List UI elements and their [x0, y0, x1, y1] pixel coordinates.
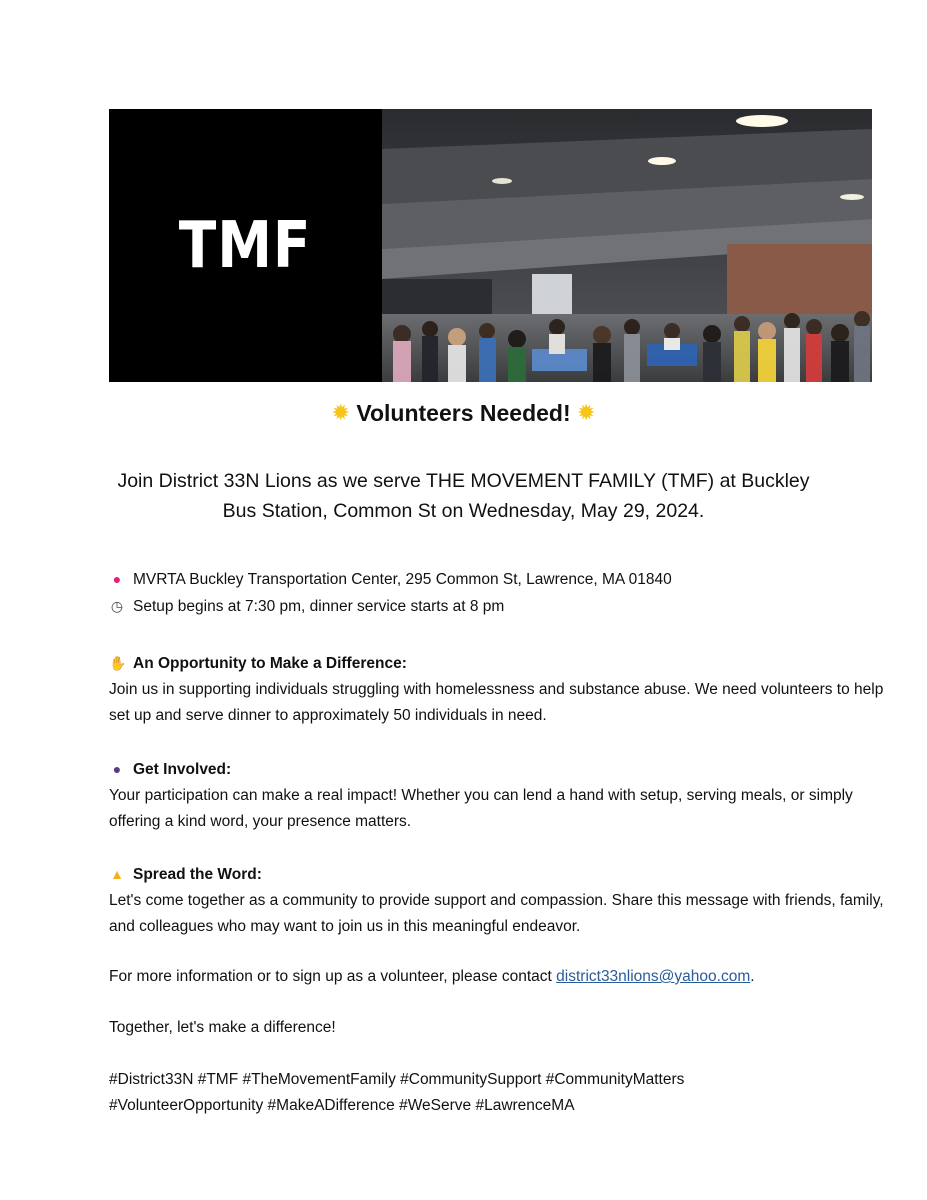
intro-paragraph: Join District 33N Lions as we serve THE MOVEMENT FAMILY (TMF) at Buckley Bus Station, Common St on Wednesday, May 29, 2024. — [117, 470, 810, 522]
time-text: Setup begins at 7:30 pm, dinner service starts at 8 pm — [133, 598, 505, 615]
section-involved — [109, 756, 889, 835]
bell-icon: ▲ — [110, 866, 124, 882]
location-text: MVRTA Buckley Transportation Center, 295 Common St, Lawrence, MA 01840 — [133, 571, 672, 588]
contact-prefix: For more information or to sign up as a volunteer, please contact — [109, 968, 557, 985]
contact-suffix: . — [750, 968, 755, 985]
event-photo — [382, 109, 872, 382]
section-heading: Spread the Word: — [133, 866, 262, 883]
section-heading: An Opportunity to Make a Difference: — [133, 655, 407, 672]
people-icon: ● — [112, 761, 122, 777]
email-link[interactable]: district33nlions@yahoo.com — [556, 968, 751, 985]
section-spread — [109, 861, 889, 940]
section-body: Your participation can make a real impact! Whether you can lend a hand with setup, serving meals, or simply offering a kind word, your presence matters. — [109, 787, 853, 830]
sun-icon: ✹ — [577, 400, 596, 425]
title-text: Volunteers Needed! — [356, 400, 571, 426]
logo-text: TMF — [179, 208, 312, 283]
location-line — [109, 566, 889, 593]
pushpin-icon: ● — [112, 571, 122, 587]
section-body: Join us in supporting individuals struggling with homelessness and substance abuse. We need volunteers to help set up and serve dinner to approximately 50 individuals in need. — [109, 681, 884, 724]
tmf-logo — [109, 109, 382, 382]
header-banner — [109, 109, 872, 382]
raised-hands-icon: ✋ — [109, 655, 127, 671]
sun-icon: ✹ — [331, 400, 350, 425]
section-heading: Get Involved: — [133, 761, 232, 778]
time-line — [109, 593, 889, 620]
hashtags: #District33N #TMF #TheMovementFamily #CommunitySupport #CommunityMatters #VolunteerOpportunity #MakeADifference #WeServe #LawrenceMA — [109, 1071, 685, 1114]
event-details — [109, 566, 889, 620]
clock-icon: ◷ — [110, 598, 124, 614]
section-body: Let's come together as a community to provide support and compassion. Share this message with friends, family, and colleagues who may want to join us in this meaningful endeavor. — [109, 892, 884, 935]
crowd-photo-illustration — [382, 109, 872, 382]
page-title — [0, 400, 927, 427]
contact-line — [109, 964, 889, 990]
closing-line: Together, let's make a difference! — [109, 1019, 336, 1036]
section-opportunity — [109, 650, 889, 729]
